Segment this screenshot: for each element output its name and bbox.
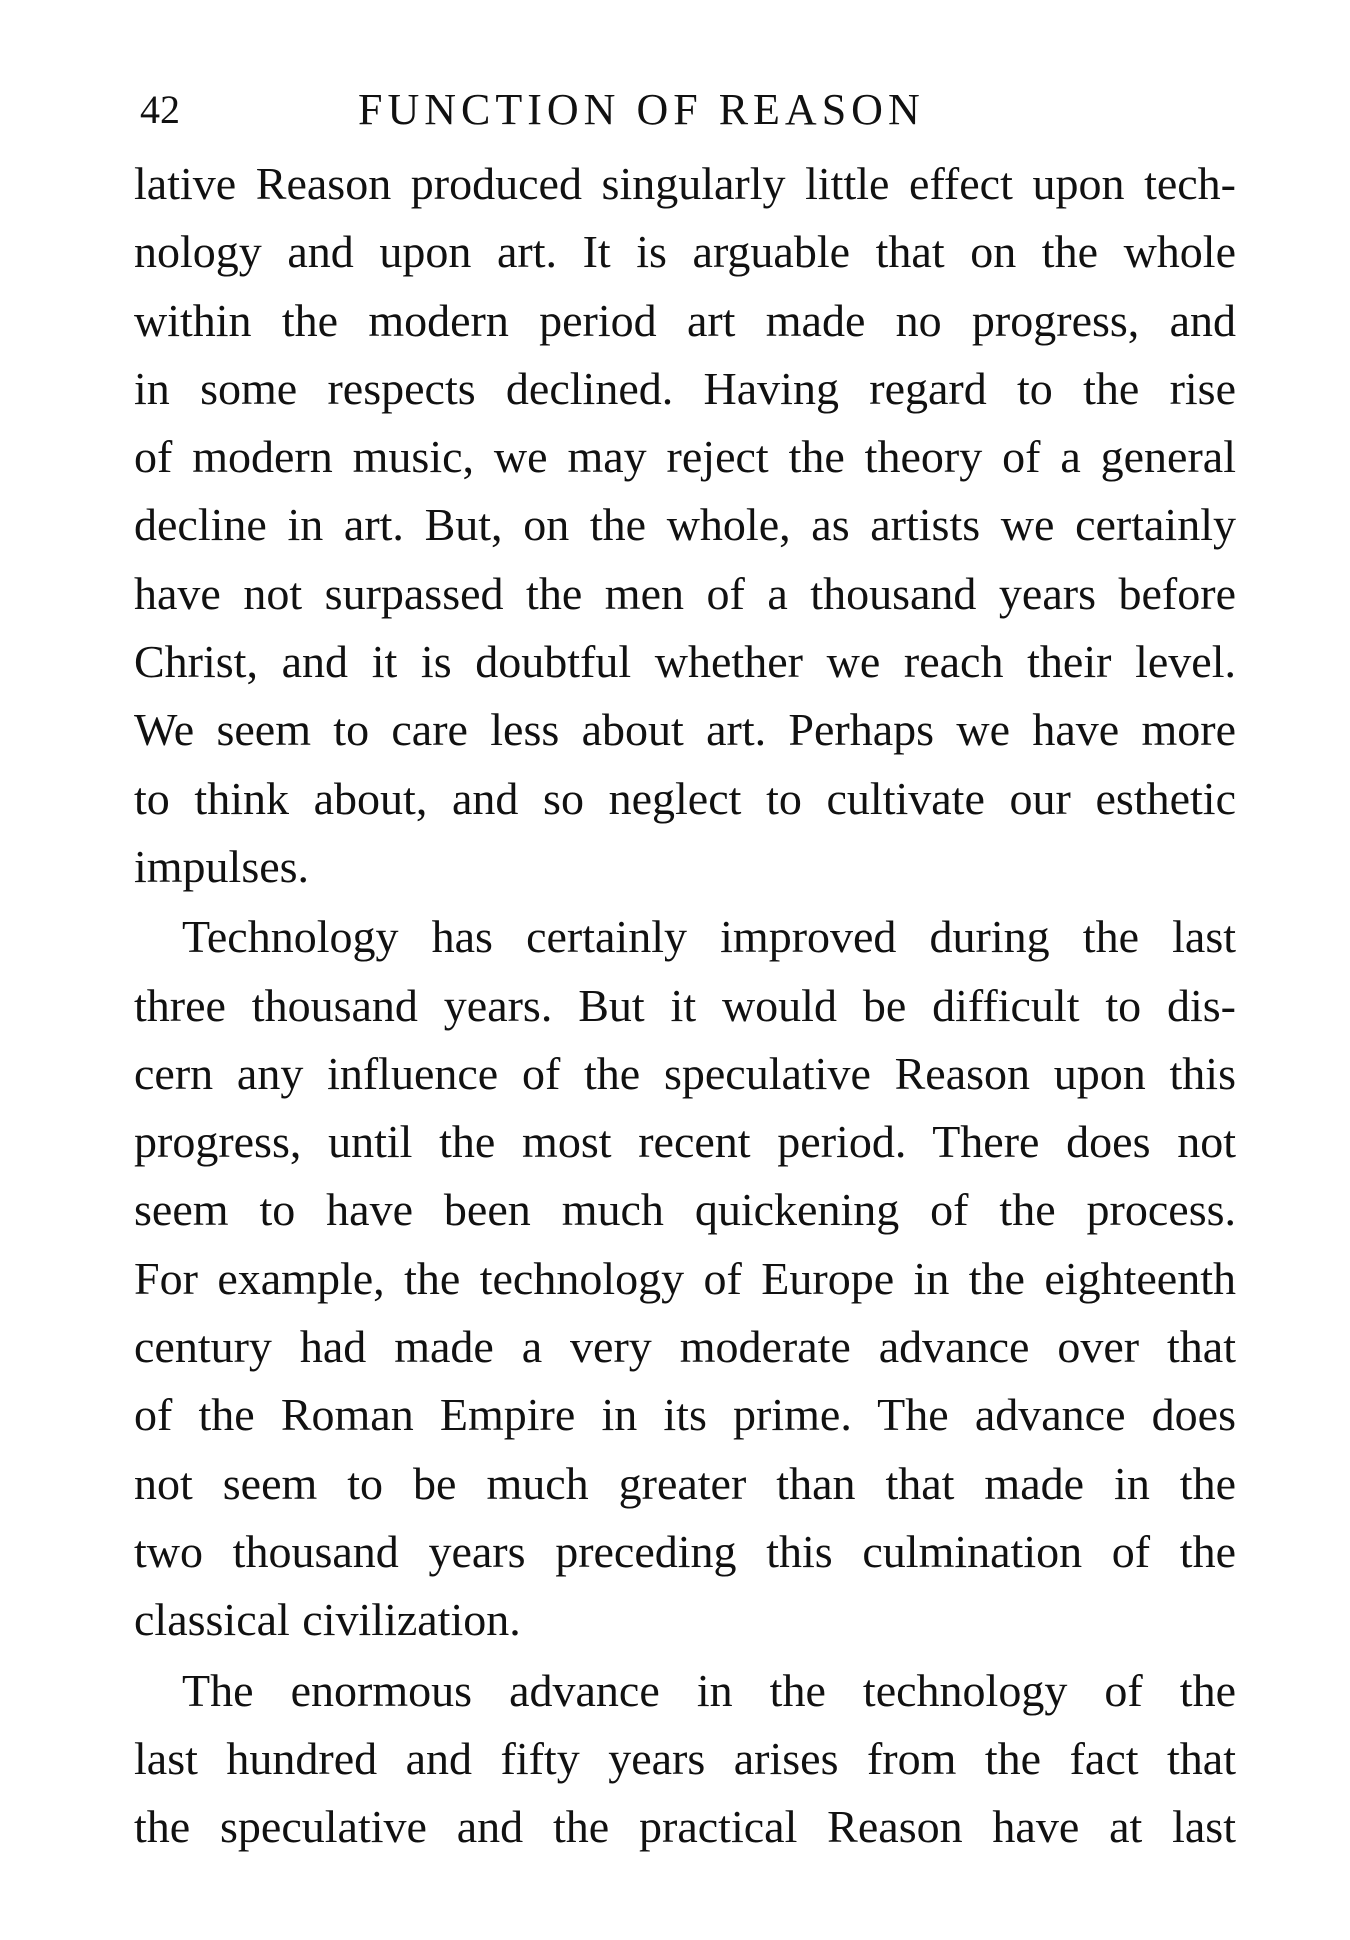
- text-line: to think about, and so neglect to cultivate our esthetic: [134, 772, 1236, 824]
- text-line: in some respects declined. Having regard to the rise: [134, 362, 1236, 414]
- text-line: impulses.: [134, 840, 310, 892]
- text-line: decline in art. But, on the whole, as artists we certainly: [134, 499, 1236, 551]
- text-line: lative Reason produced singularly little effect upon tech-: [134, 158, 1236, 209]
- text-line: Technology has certainly improved during the last: [182, 911, 1236, 963]
- page-number: 42: [140, 87, 180, 132]
- text-line: two thousand years preceding this culmination of the: [134, 1525, 1236, 1577]
- text-line: last hundred and fifty years arises from the fact that: [134, 1732, 1236, 1784]
- running-title: FUNCTION OF REASON: [358, 85, 925, 134]
- text-line: seem to have been much quickening of the process.: [134, 1184, 1236, 1236]
- paragraph: [134, 150, 1236, 901]
- text-line: of modern music, we may reject the theory of a general: [134, 431, 1236, 483]
- text-line: For example, the technology of Europe in the eighteenth: [134, 1252, 1236, 1304]
- text-line: have not surpassed the men of a thousand years before: [134, 567, 1236, 619]
- text-line: Christ, and it is doubtful whether we reach their level.: [134, 636, 1236, 688]
- text-line: We seem to care less about art. Perhaps we have more: [134, 704, 1236, 756]
- text-line: of the Roman Empire in its prime. The advance does: [134, 1389, 1236, 1441]
- paragraph: [134, 903, 1236, 1654]
- text-line: century had made a very moderate advance over that: [134, 1321, 1236, 1373]
- text-line: cern any influence of the speculative Reason upon this: [134, 1047, 1236, 1099]
- text-line: not seem to be much greater than that made in the: [134, 1457, 1236, 1509]
- text-line: The enormous advance in the technology of the: [182, 1664, 1236, 1716]
- text-line: three thousand years. But it would be difficult to dis-: [134, 979, 1236, 1031]
- text-line: nology and upon art. It is arguable that on the whole: [134, 226, 1236, 278]
- body-text: [134, 150, 1236, 1861]
- running-head: [140, 80, 1240, 140]
- paragraph: [134, 1657, 1236, 1862]
- text-line: classical civilization.: [134, 1594, 521, 1646]
- text-line: the speculative and the practical Reason have at last: [134, 1801, 1236, 1853]
- text-line: within the modern period art made no progress, and: [134, 294, 1236, 346]
- text-line: progress, until the most recent period. There does not: [134, 1116, 1236, 1168]
